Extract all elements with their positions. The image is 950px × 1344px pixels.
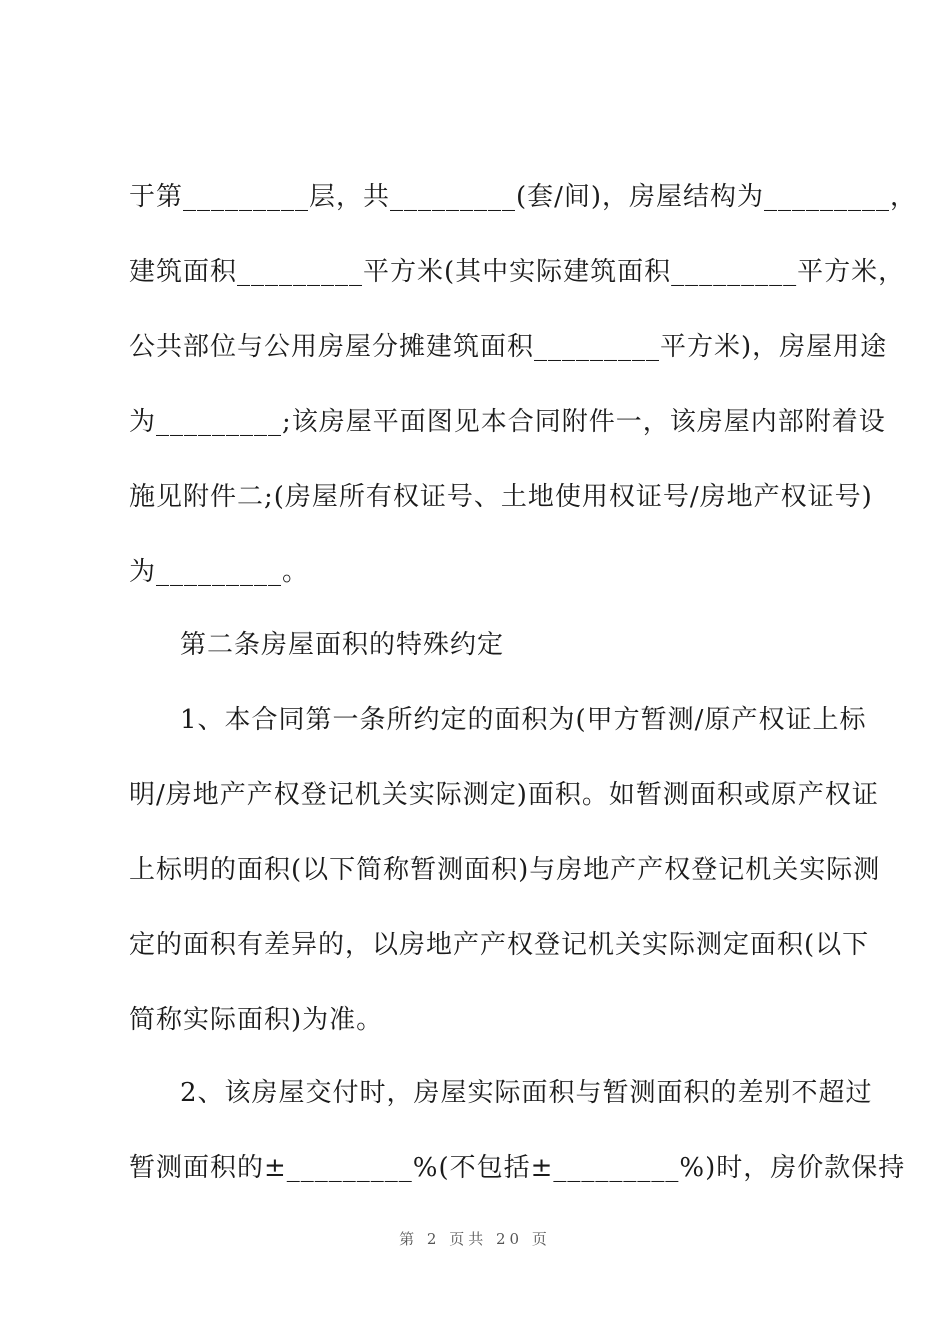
text-line: 1、本合同第一条所约定的面积为(甲方暂测/原产权证上标 xyxy=(180,705,867,735)
text-line: 定的面积有差异的，以房地产产权登记机关实际测定面积(以下 xyxy=(129,930,870,960)
text-line: 公共部位与公用房屋分摊建筑面积_________平方米)，房屋用途 xyxy=(129,332,888,362)
text-line: 暂测面积的±_________%(不包括±_________%)时，房价款保持 xyxy=(129,1153,906,1183)
text-line: 为_________;该房屋平面图见本合同附件一，该房屋内部附着设 xyxy=(129,407,886,437)
page-number-footer: 第 2 页共 20 页 xyxy=(399,1230,551,1248)
section-heading: 第二条房屋面积的特殊约定 xyxy=(180,630,505,660)
text-line: 上标明的面积(以下简称暂测面积)与房地产产权登记机关实际测 xyxy=(129,855,881,885)
text-line: 简称实际面积)为准。 xyxy=(129,1005,384,1035)
text-line: 2、该房屋交付时，房屋实际面积与暂测面积的差别不超过 xyxy=(180,1078,873,1108)
text-line: 施见附件二;(房屋所有权证号、土地使用权证号/房地产权证号) xyxy=(129,482,873,512)
text-line: 建筑面积_________平方米(其中实际建筑面积_________平方米， xyxy=(129,257,906,287)
text-line: 为_________。 xyxy=(129,557,310,587)
text-line: 明/房地产产权登记机关实际测定)面积。如暂测面积或原产权证 xyxy=(129,780,879,810)
text-line: 于第_________层，共_________(套/间)，房屋结构为_________， xyxy=(129,182,918,212)
